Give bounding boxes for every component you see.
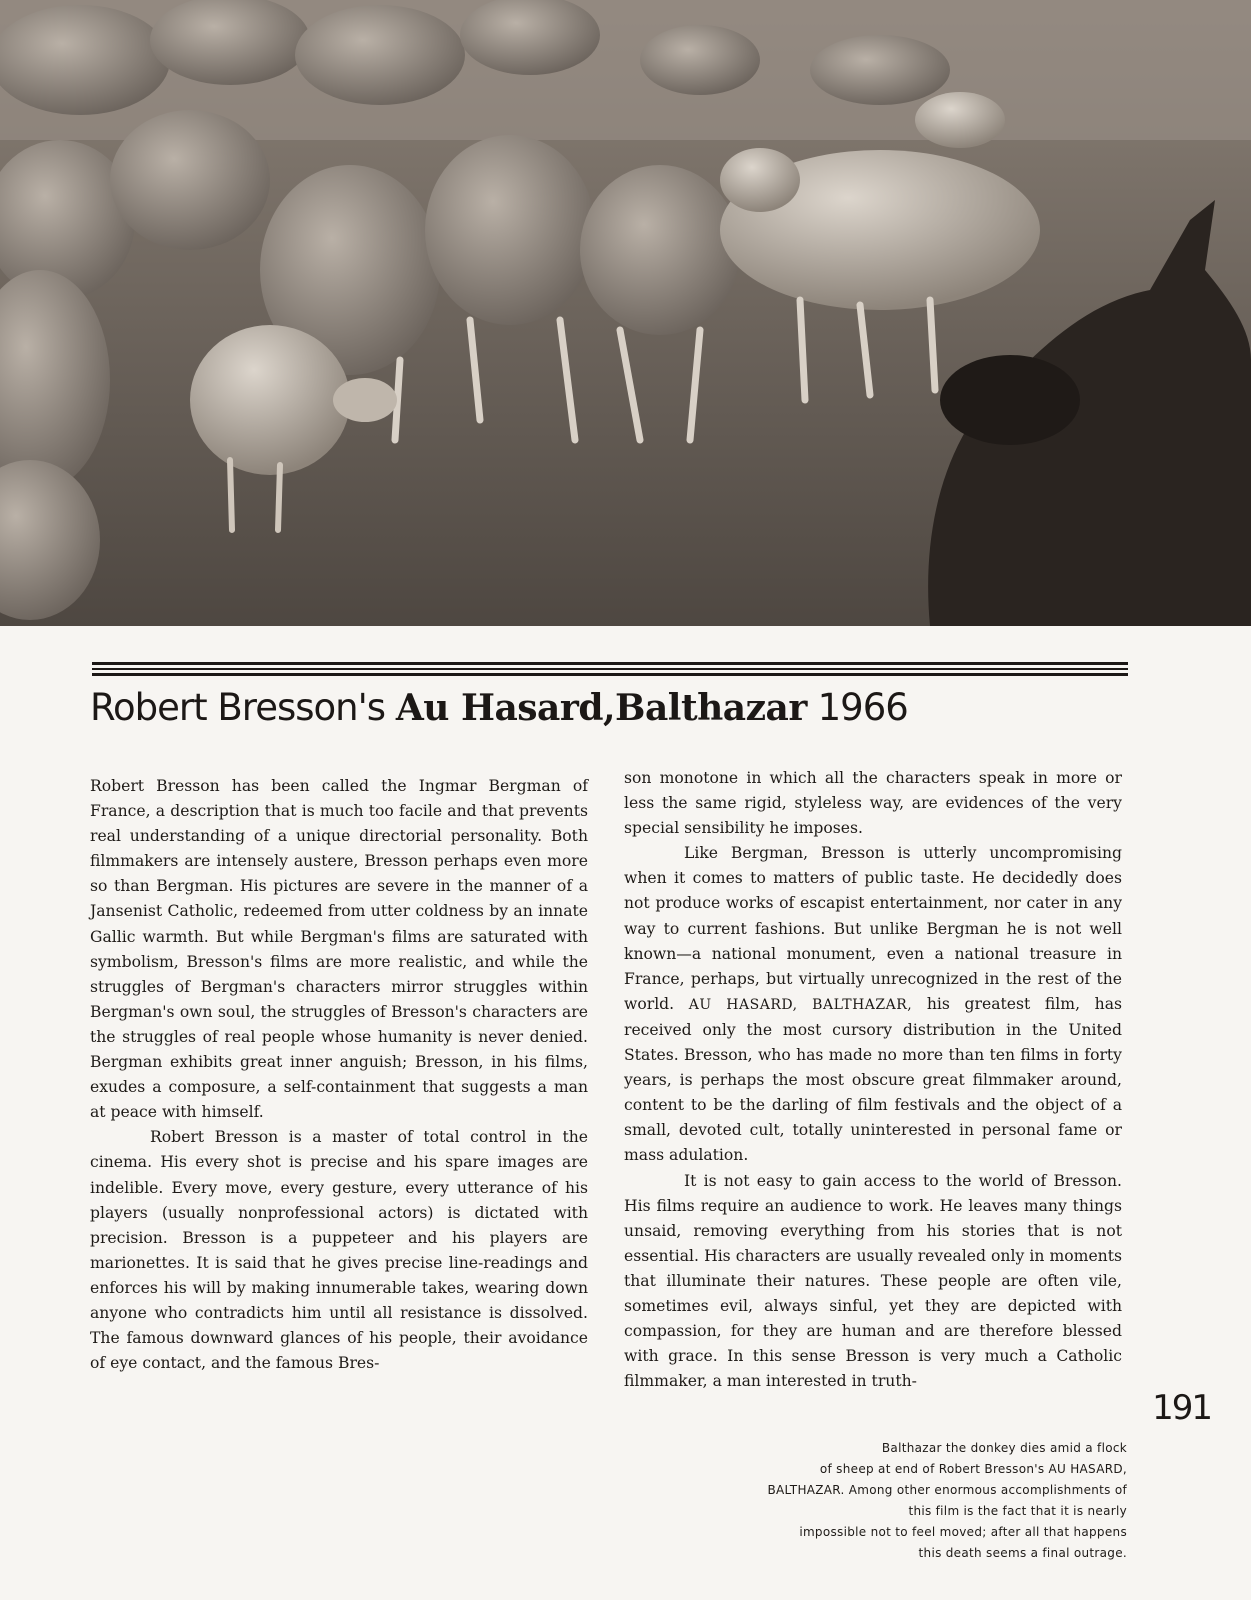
caption-line: impossible not to feel moved; after all that happens xyxy=(799,1525,1127,1539)
right-paragraph-3: It is not easy to gain access to the world of Bresson. His films require an audience to work. He leaves many things unsaid, removing everything from his stories that is not essential. His characters are usually revealed only in moments that illuminate their natures. These people are often vile, sometimes evil, always sinful, yet they are depicted with compassion, for they are human and are therefore blessed with grace. In this sense Bresson is very much a Catholic filmmaker, a man interested in truth- xyxy=(624,1171,1122,1391)
right-column xyxy=(624,766,1122,1394)
sheep-photo-illustration xyxy=(0,0,1251,626)
right-paragraph-2-end: his greatest film, has received only the most cursory distribution in the United States. Bresson, who has made no more than ten films in forty years, is perhaps the most obscure great filmmaker around, content to be the darling of film festivals and the object of a small, devoted cult, totally uninterested in personal fame or mass adulation. xyxy=(624,994,1123,1165)
left-column xyxy=(90,774,588,1376)
page-number: 191 xyxy=(1152,1388,1211,1428)
right-paragraph-1: son monotone in which all the characters speak in more or less the same rigid, styleless way, are evidences of the very special sensibility he imposes. xyxy=(624,769,1122,838)
caption-line: BALTHAZAR. Among other enormous accomplishments of xyxy=(767,1483,1127,1497)
left-paragraph-1: Robert Bresson has been called the Ingmar Bergman of France, a description that is much too facile and that prevents real understanding of a unique directorial personality. Both filmmakers are intensely austere, Bresson perhaps even more so than Bergman. His pictures are severe in the manner of a Jansenist Catholic, redeemed from utter coldness by an innate Gallic warmth. But while Bergman's films are saturated with symbolism, Bresson's films are more realistic, and while the struggles of Bergman's characters mirror struggles within Bergman's own soul, the struggles of Bresson's characters are the struggles of real people whose humanity is never denied. Bergman exhibits great inner anguish; Bresson, in his films, exudes a composure, a self-containment that suggests a man at peace with himself. xyxy=(90,777,588,1122)
caption-line: this film is the fact that it is nearly xyxy=(908,1504,1127,1518)
article-title xyxy=(90,686,1090,729)
title-rules xyxy=(92,662,1128,679)
title-prefix: Robert Bresson's xyxy=(90,686,396,729)
caption-line: Balthazar the donkey dies amid a flock xyxy=(881,1441,1127,1455)
left-paragraph-2: Robert Bresson is a master of total control in the cinema. His every shot is precise and his spare images are indelible. Every move, every gesture, every utterance of his players (usually nonprofessional actors) is dictated with precision. Bresson is a puppeteer and his players are marionettes. It is said that he gives precise line-readings and enforces his will by making innumerable takes, wearing down anyone who contradicts him until all resistance is dissolved. The famous downward glances of his people, their avoidance of eye contact, and the famous Bres- xyxy=(90,1128,588,1373)
title-film: Au Hasard,Balthazar xyxy=(395,687,807,729)
title-year: 1966 xyxy=(806,686,908,729)
right-paragraph-2-film: AU HASARD, BALTHAZAR, xyxy=(688,996,913,1013)
sheep-photo xyxy=(0,0,1251,626)
right-paragraph-2-start: Like Bergman, Bresson is utterly uncompromising when it comes to matters of public taste. He decidedly does not produce works of escapist entertainment, nor cater in any way to current fashions. But unlike Bergman he is not well known—a national monument, even a national treasure in France, perhaps, but virtually unrecognized in the rest of the world. xyxy=(624,844,1122,1013)
caption-line: this death seems a final outrage. xyxy=(918,1546,1127,1560)
caption-line: of sheep at end of Robert Bresson's AU HASARD, xyxy=(819,1462,1127,1476)
right-paragraph-2 xyxy=(624,841,1122,1168)
photo-caption xyxy=(707,1438,1127,1564)
